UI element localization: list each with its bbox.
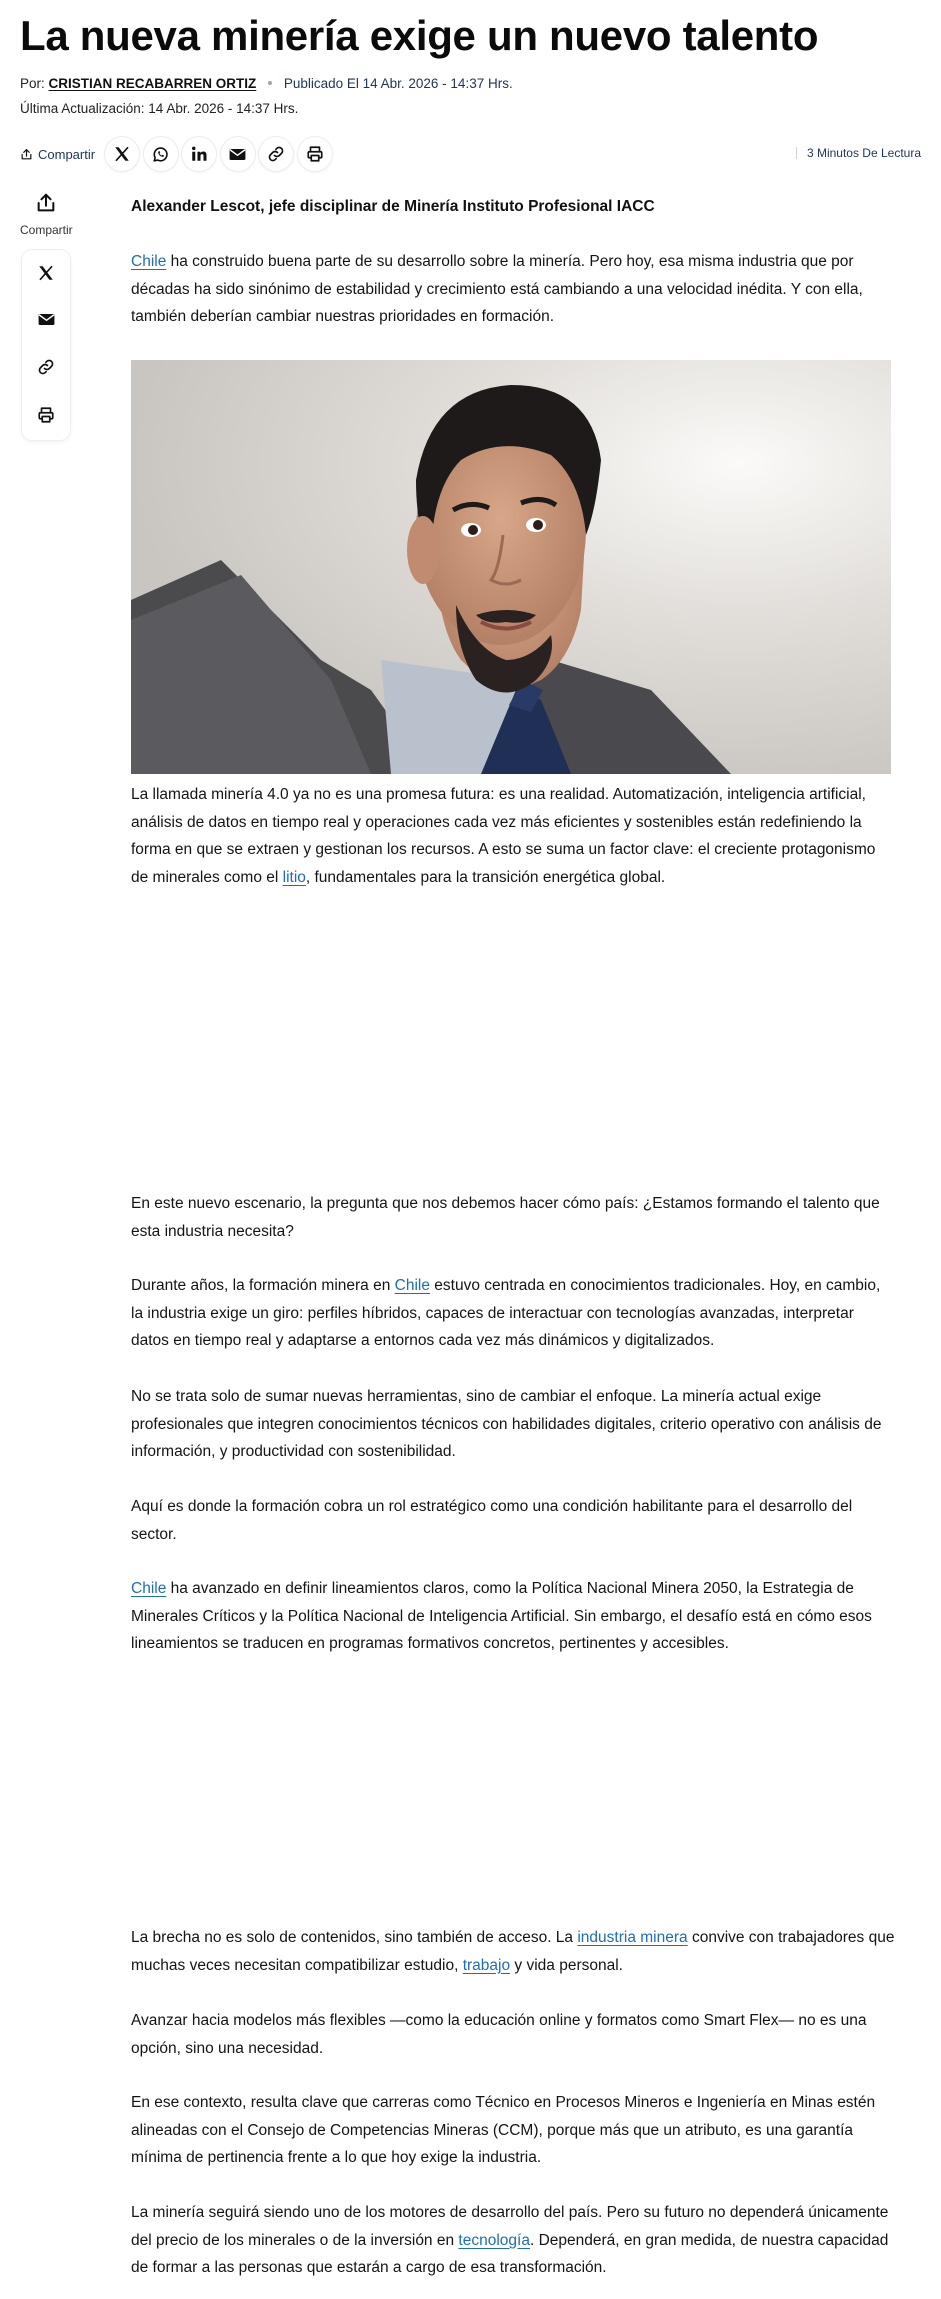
share-button[interactable] (20, 147, 95, 162)
print-icon (306, 145, 324, 163)
print-button[interactable] (298, 137, 332, 171)
share-linkedin-button[interactable] (182, 137, 216, 171)
author-link[interactable]: CRISTIAN RECABARREN ORTIZ (48, 76, 257, 91)
share-x-button[interactable] (105, 137, 139, 171)
side-share-panel (22, 250, 70, 440)
paragraph-9: Avanzar hacia modelos más flexibles —como la educación online y formatos como Smart Flex— no es una opción, sino una necesidad. (131, 2012, 867, 2057)
x-icon (113, 145, 131, 163)
article-photo (131, 360, 891, 774)
side-share-toggle[interactable] (20, 192, 72, 237)
paragraph-6: Aquí es donde la formación cobra un rol estratégico como una condición habilitante para el desarrollo del sector. (131, 1498, 853, 1543)
share-label: Compartir (38, 146, 96, 162)
copy-link-button[interactable] (259, 137, 293, 171)
email-icon (228, 145, 247, 164)
separator-dot (268, 81, 272, 85)
email-icon (37, 310, 56, 329)
x-icon (37, 264, 55, 282)
tag-link-tecnologia[interactable]: tecnología (458, 2231, 530, 2249)
share-bar (20, 136, 336, 172)
print-icon (37, 406, 55, 424)
paragraph-4: Durante años, la formación minera en Chile estuvo centrada en conocimientos tradicionales. Hoy, en cambio, la industria exige un giro: perfiles híbridos, capaces de interactuar con tecnologías avanzadas, interpretar datos en tiempo real y adaptarse a entornos cada vez más dinámicos y digitalizados. (131, 1277, 881, 1349)
portrait-illustration (131, 360, 891, 774)
side-share-label: Compartir (20, 223, 73, 237)
paragraph-3: En este nuevo escenario, la pregunta que nos debemos hacer cómo país: ¿Estamos formando el talento que esta industria necesita? (131, 1195, 880, 1240)
tag-link-litio[interactable]: litio (282, 868, 306, 886)
side-x-button[interactable] (35, 262, 57, 284)
side-email-button[interactable] (35, 308, 57, 330)
paragraph-11: La minería seguirá siendo uno de los motores de desarrollo del país. Pero su futuro no dependerá únicamente del precio de los minerales o de la inversión en tecnología. Dependerá, en gran medida, de nuestra capacidad de formar a las personas que estarán a cargo de esa transformación. (131, 2204, 889, 2276)
published-date: Publicado El 14 Abr. 2026 - 14:37 Hrs. (283, 76, 513, 91)
paragraph-7: Chile ha avanzado en definir lineamientos claros, como la Política Nacional Minera 2050, la Estrategia de Minerales Críticos y la Política Nacional de Inteligencia Artificial. Sin embargo, el desafío está en cómo esos lineamientos se traducen en programas formativos concretos, pertinentes y accesibles. (131, 1580, 872, 1652)
side-copy-link-button[interactable] (35, 356, 57, 378)
side-print-button[interactable] (35, 404, 57, 426)
article-title: La nueva minería exige un nuevo talento (20, 12, 819, 59)
reading-time: 3 Minutos De Lectura (796, 146, 921, 160)
share-email-button[interactable] (221, 137, 255, 171)
article-lead-wrap (131, 196, 891, 218)
share-whatsapp-button[interactable] (144, 137, 178, 171)
tag-link-chile[interactable]: Chile (131, 1580, 167, 1597)
link-icon (267, 145, 285, 163)
paragraph-1: Chile ha construido buena parte de su desarrollo sobre la minería. Pero hoy, esa misma industria que por décadas ha sido sinónimo de estabilidad y crecimiento está cambiando a una velocidad inédita. Y con ella, también deberían cambiar nuestras prioridades en formación. (131, 253, 863, 325)
share-icon (20, 148, 33, 161)
paragraph-10: En ese contexto, resulta clave que carreras como Técnico en Procesos Mineros e Ingeniería en Minas estén alineadas con el Consejo de Competencias Mineras (CCM), porque más que un atributo, es una garantía mínima de pertinencia frente a lo que hoy exige la industria. (131, 2094, 876, 2166)
link-icon (37, 358, 55, 376)
tag-link-chile[interactable]: Chile (131, 253, 167, 270)
tag-link-trabajo[interactable]: trabajo (462, 1956, 511, 1974)
tag-link-industria-minera[interactable]: industria minera (577, 1929, 688, 1946)
byline-prefix: Por: (20, 76, 45, 91)
paragraph-2: La llamada minería 4.0 ya no es una promesa futura: es una realidad. Automatización, inteligencia artificial, análisis de datos en tiempo real y operaciones cada vez más eficientes y sostenibles están redefiniendo la forma en que se extraen y gestionan los recursos. A esto se suma un factor clave: el creciente protagonismo de minerales como el litio, fundamentales para la transición energética global. (131, 786, 876, 886)
linkedin-icon (190, 145, 208, 163)
tag-link-chile[interactable]: Chile (394, 1277, 430, 1294)
article-lead: Alexander Lescot, jefe disciplinar de Minería Instituto Profesional IACC (131, 198, 655, 215)
paragraph-5: No se trata solo de sumar nuevas herramientas, sino de cambiar el enfoque. La minería actual exige profesionales que integren conocimientos técnicos con habilidades digitales, criterio operativo con análisis de información, y productividad con sostenibilidad. (131, 1388, 882, 1460)
updated-date: Última Actualización: 14 Abr. 2026 - 14:37 Hrs. (20, 101, 299, 116)
paragraph-8: La brecha no es solo de contenidos, sino también de acceso. La industria minera convive con trabajadores que muchas veces necesitan compatibilizar estudio, trabajo y vida personal. (131, 1929, 895, 1974)
share-icon (35, 192, 57, 214)
byline (20, 76, 513, 91)
whatsapp-icon (151, 145, 170, 164)
